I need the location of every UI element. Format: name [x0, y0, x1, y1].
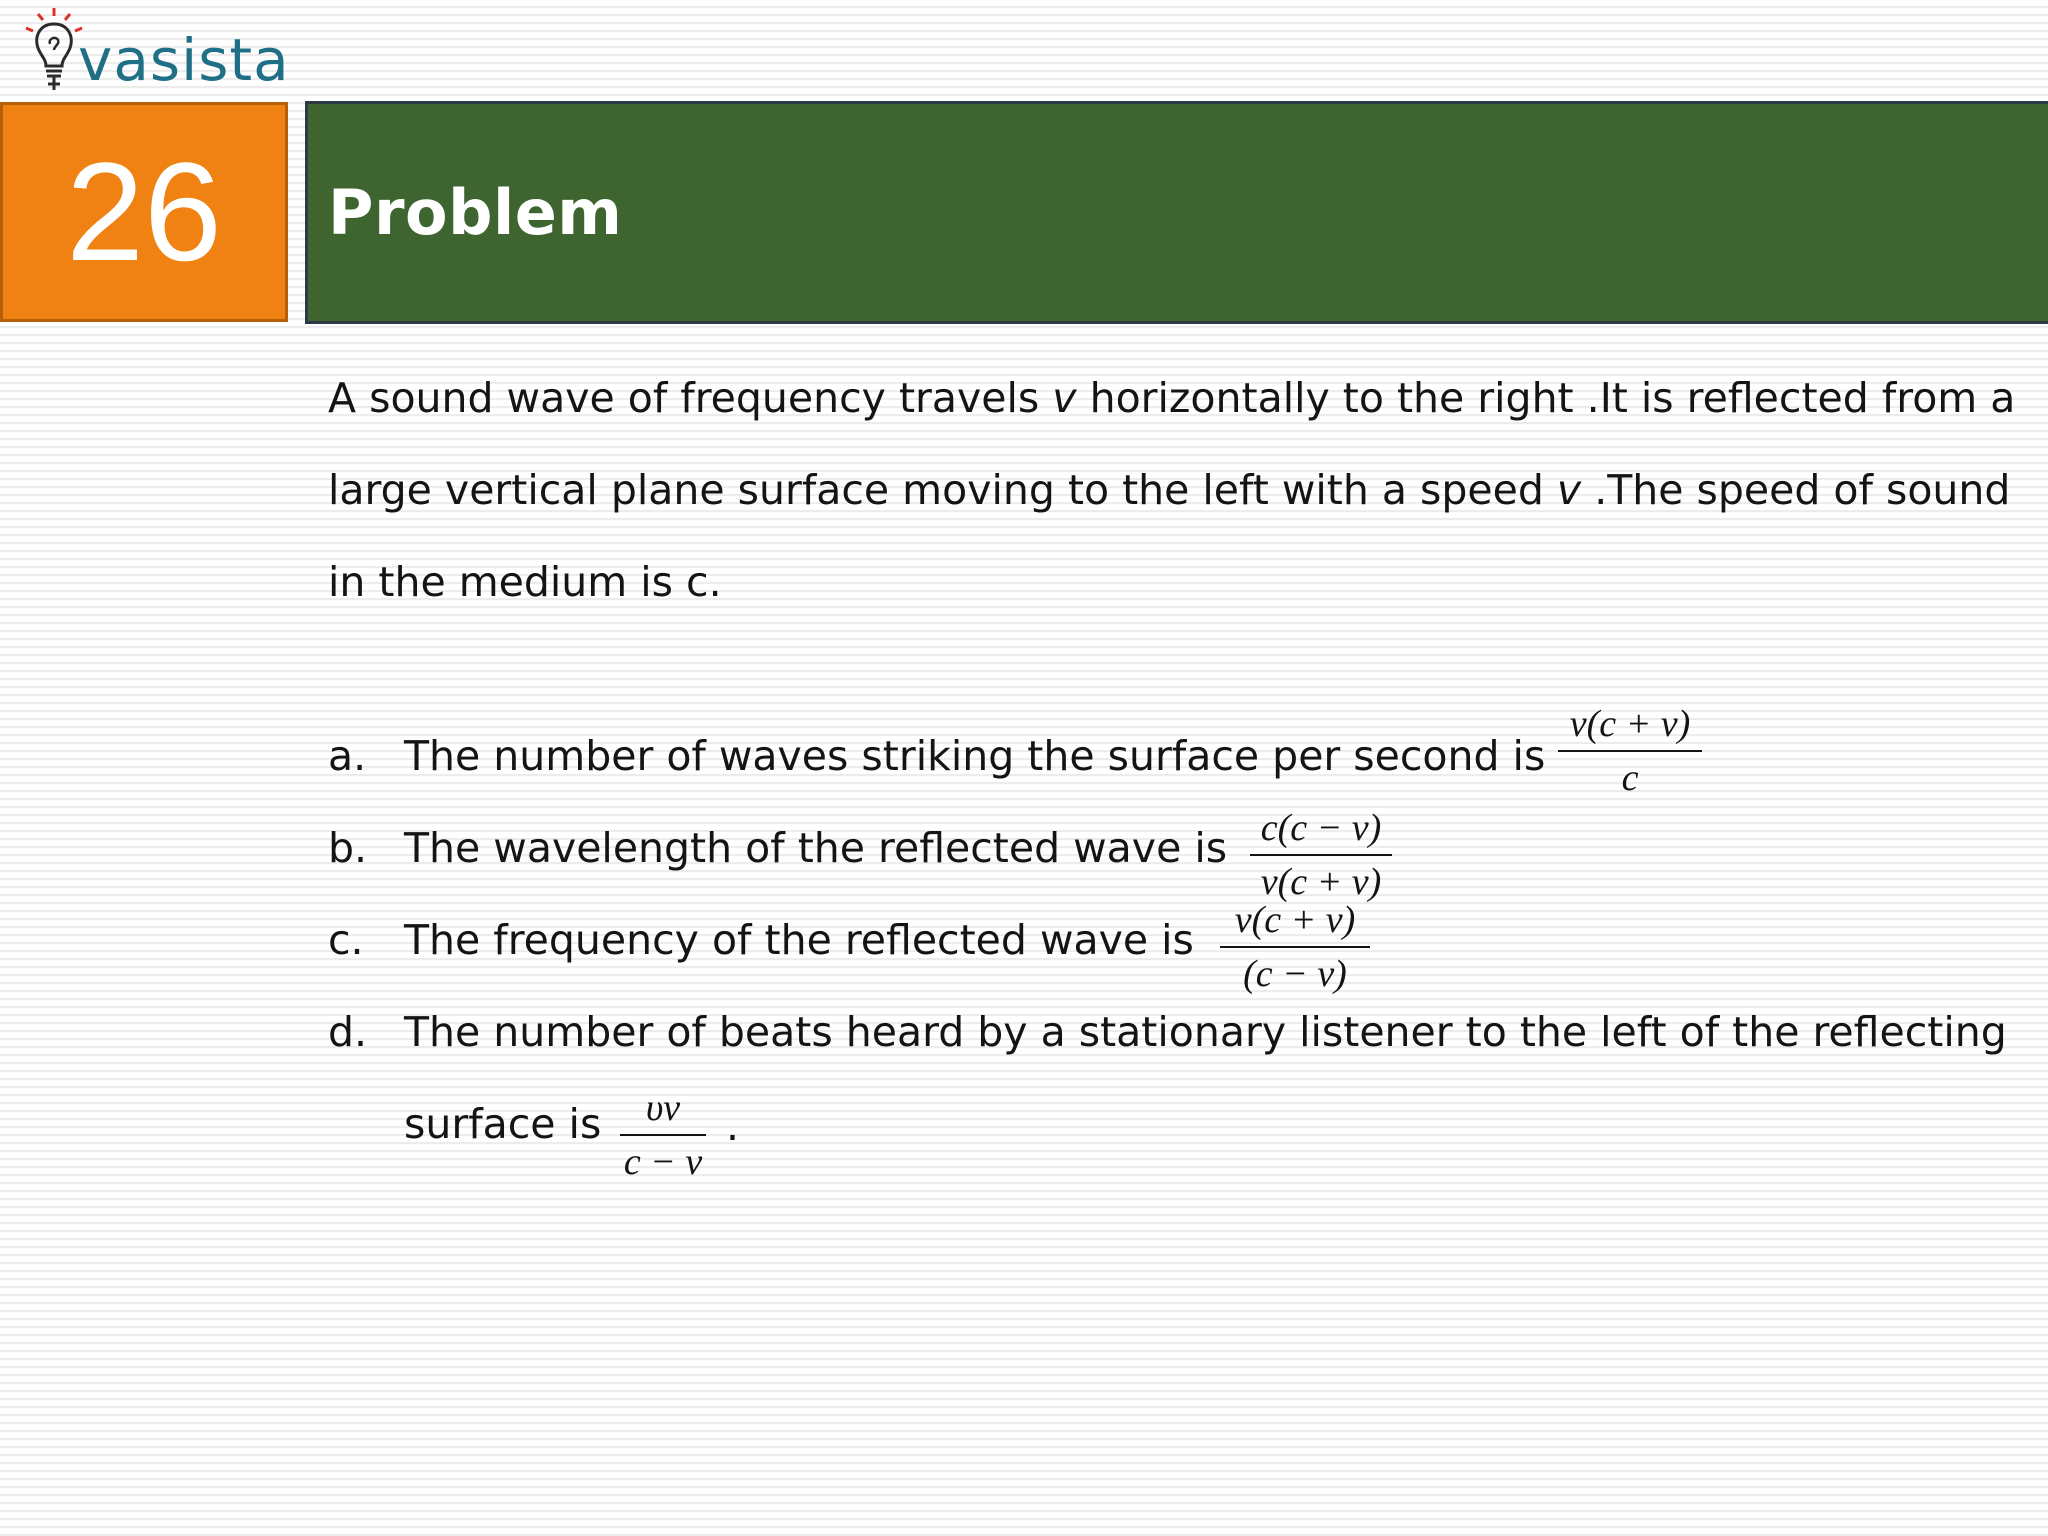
formula-b	[1250, 806, 1392, 904]
formula-d	[620, 1086, 706, 1184]
option-text: The number of beats heard by a stationary listener to the left of the reflecting	[404, 1008, 2007, 1056]
fraction-bar	[1220, 946, 1370, 948]
option-label: d.	[328, 1008, 368, 1056]
option-text-continued: surface is	[404, 1100, 602, 1148]
fraction-bar	[1558, 750, 1702, 752]
formula-a	[1558, 702, 1702, 800]
option-text: The number of waves striking the surface per second is	[404, 732, 1546, 780]
slide-title: Problem	[328, 176, 623, 249]
option-label: a.	[328, 732, 367, 780]
vasista-logo	[18, 4, 288, 96]
slide-number-box	[0, 102, 288, 322]
formula-numerator: v(c + v)	[1234, 899, 1356, 941]
formula-denominator: v(c + v)	[1260, 861, 1382, 903]
statement-line-3: in the medium is c.	[328, 558, 722, 606]
formula-denominator: c − v	[623, 1141, 703, 1183]
title-bar	[305, 101, 2048, 324]
var-v: v	[1556, 466, 1582, 514]
trailing-period: .	[726, 1102, 740, 1150]
option-label: b.	[328, 824, 368, 872]
fraction-bar	[1250, 854, 1392, 856]
slide-number: 26	[66, 133, 222, 290]
formula-numerator: υv	[645, 1087, 681, 1129]
formula-denominator: (c − v)	[1243, 953, 1347, 995]
formula-numerator: v(c + v)	[1569, 703, 1691, 745]
formula-c	[1220, 898, 1370, 996]
problem-statement	[328, 352, 2028, 628]
option-text: The wavelength of the reflected wave is	[404, 824, 1228, 872]
option-text: The frequency of the reflected wave is	[404, 916, 1194, 964]
var-v: v	[1052, 374, 1077, 422]
formula-numerator: c(c − v)	[1260, 807, 1382, 849]
formula-denominator: c	[1621, 757, 1639, 799]
option-label: c.	[328, 916, 364, 964]
statement-line-2: large vertical plane surface moving to the left with a speed v .The speed of sound	[328, 466, 2011, 514]
logo-text: vasista	[78, 26, 290, 94]
statement-line-1: A sound wave of frequency travels v horizontally to the right .It is reflected from a	[328, 374, 2016, 422]
fraction-bar	[620, 1134, 706, 1136]
option-d-line-2	[404, 1078, 601, 1170]
